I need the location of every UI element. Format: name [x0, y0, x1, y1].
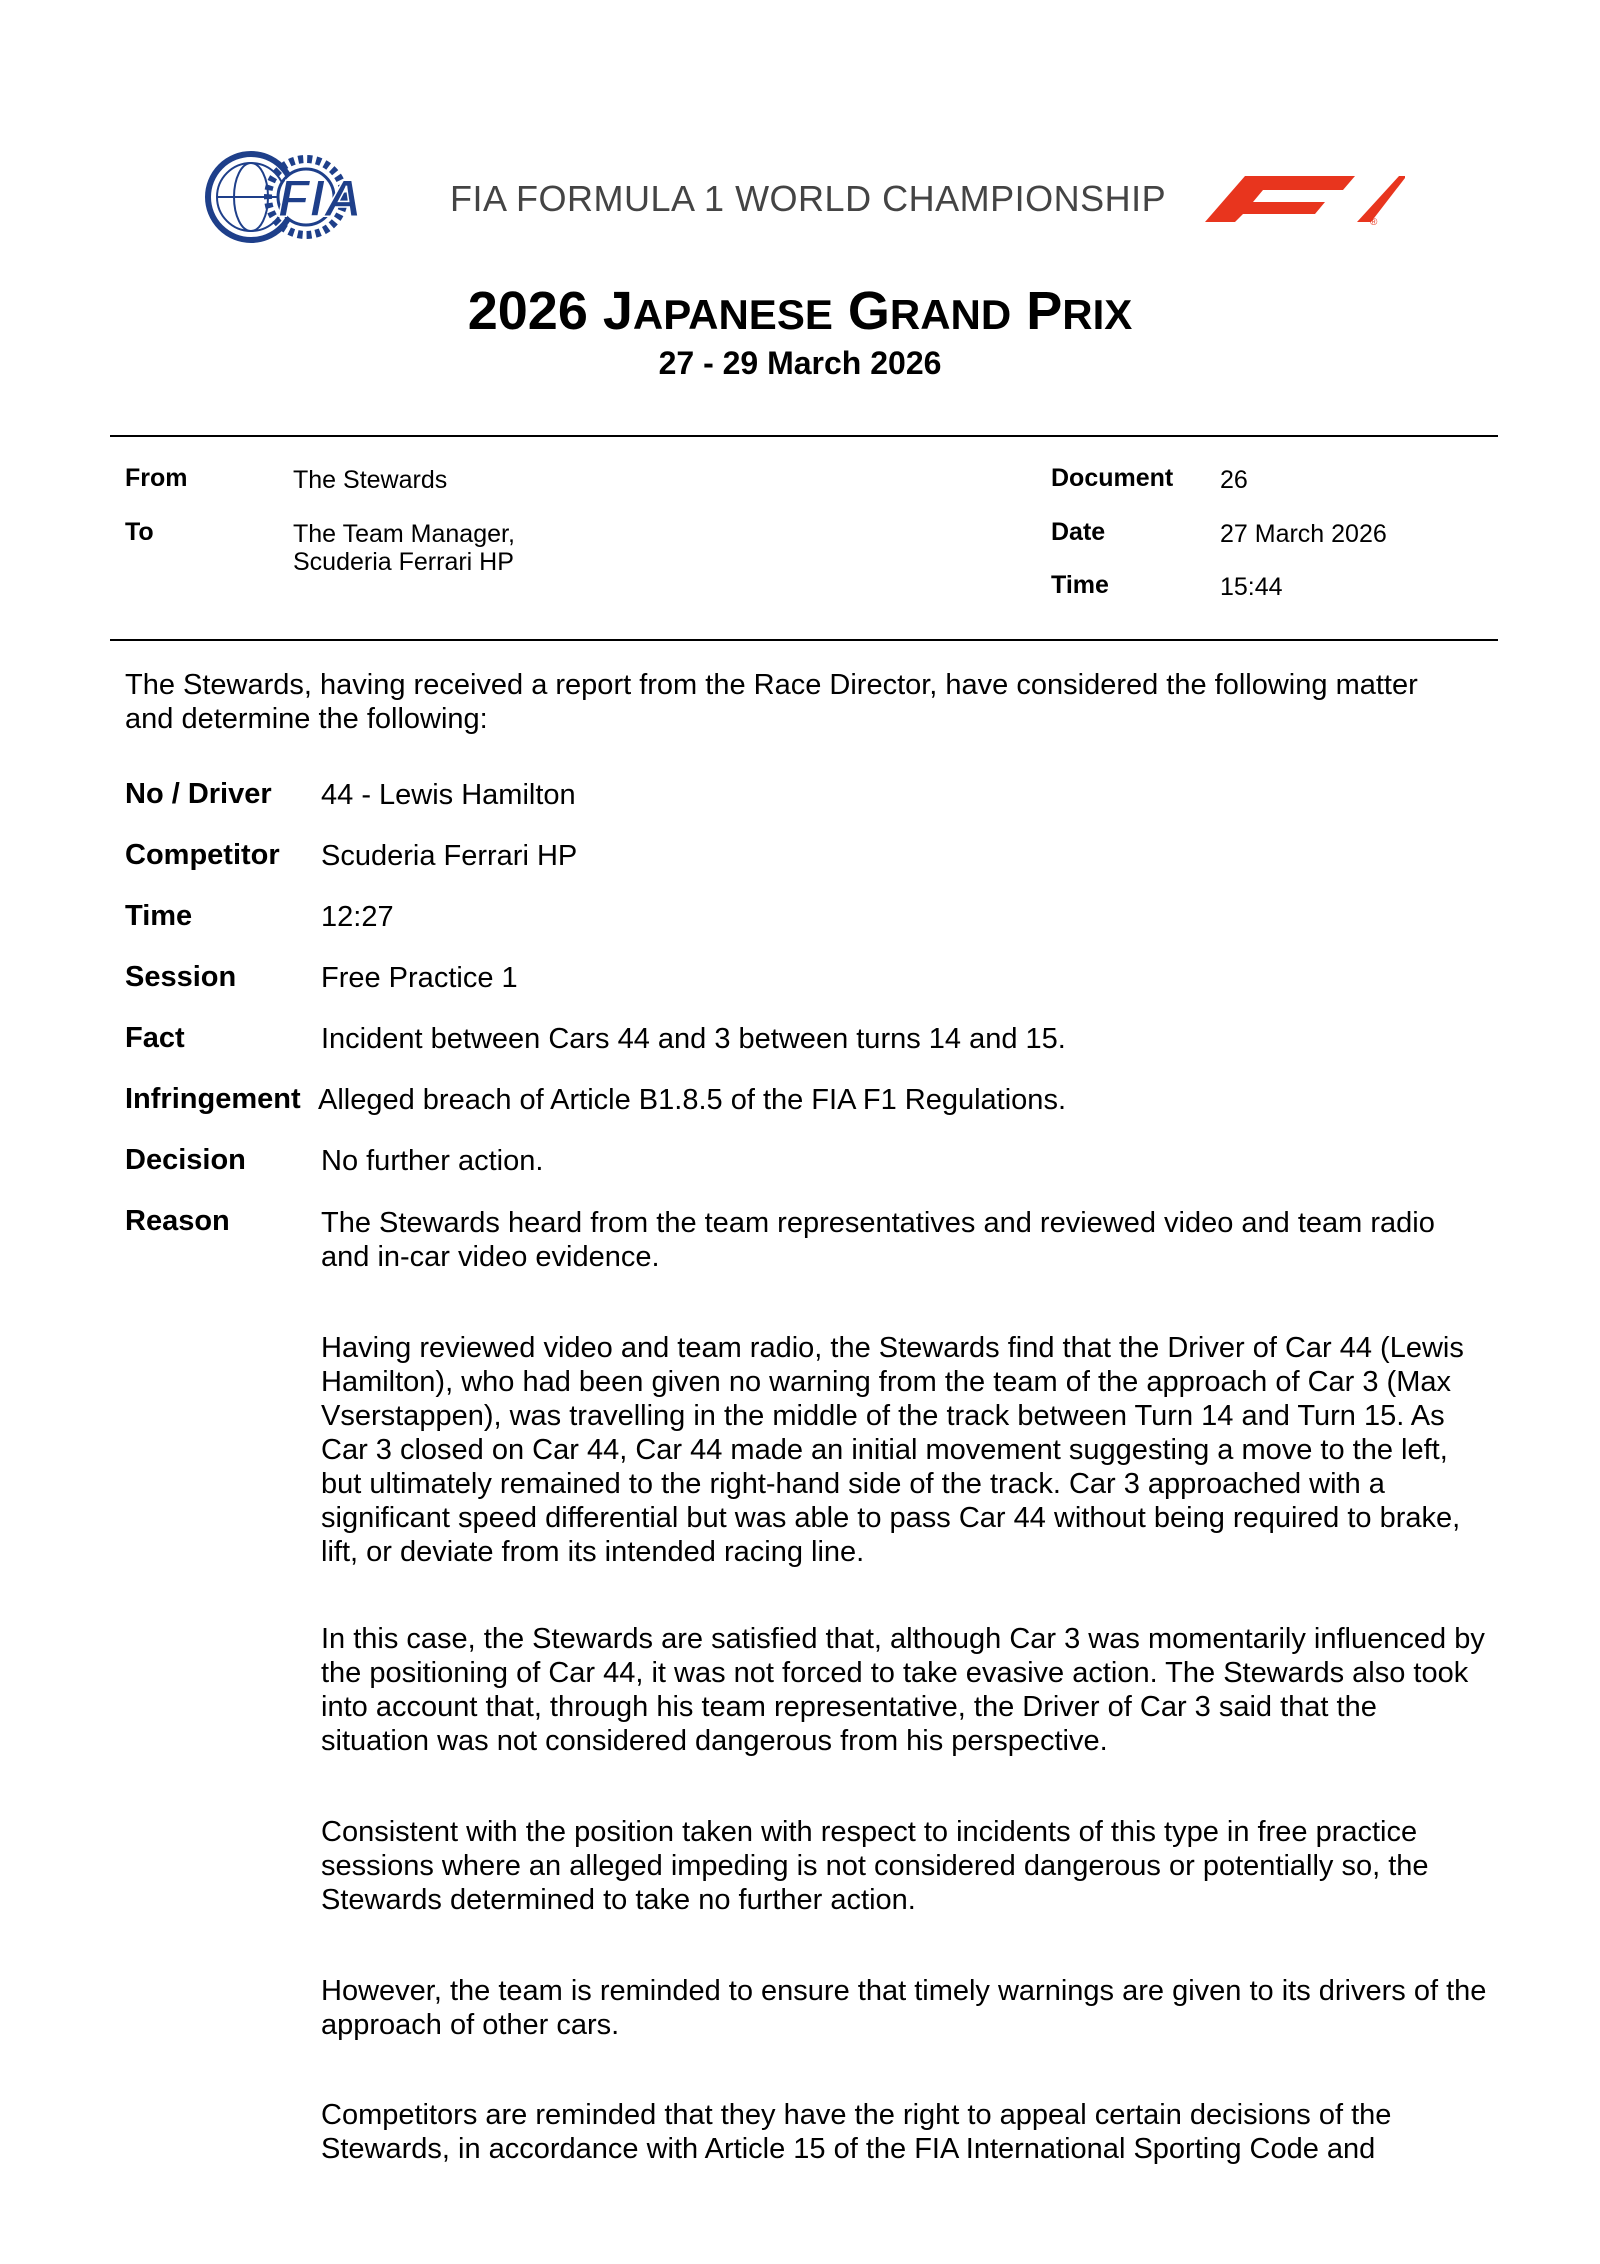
date-value: 27 March 2026 [1220, 520, 1387, 548]
fact-label: Fact [125, 1022, 185, 1054]
fia-logo-text: FIA [278, 170, 362, 228]
event-title-apanese: APANESE [632, 291, 833, 338]
to-label: To [125, 518, 154, 546]
decision-value: No further action. [321, 1145, 544, 1177]
competitor-value: Scuderia Ferrari HP [321, 840, 578, 872]
to-value-line1: The Team Manager, [293, 520, 515, 548]
championship-title: FIA FORMULA 1 WORLD CHAMPIONSHIP [450, 178, 1167, 219]
event-title-rand: RAND [889, 291, 1012, 338]
event-title-j: J [602, 281, 633, 341]
infringement-value: Alleged breach of Article B1.8.5 of the FIA F1 Regulations. [318, 1084, 1066, 1116]
event-dates: 27 - 29 March 2026 [658, 345, 942, 381]
reason-paragraph-1: The Stewards heard from the team representatives and reviewed video and team radio and in-car video evidence. [321, 1207, 1435, 1273]
intro-text: The Stewards, having received a report from the Race Director, have considered the following matter and determine the following: [125, 669, 1418, 735]
event-title [0, 281, 1600, 341]
incident-time-value: 12:27 [321, 901, 394, 933]
svg-text:®: ® [1370, 217, 1378, 228]
event-title-rix: RIX [1062, 291, 1133, 338]
f1-logo [1205, 170, 1405, 226]
event-title-p: P [1026, 281, 1063, 341]
reason-paragraph-3: In this case, the Stewards are satisfied that, although Car 3 was momentarily influenced by the positioning of Car 44, it was not forced to take evasive action. The Stewards also took into account that, through his team representative, the Driver of Car 3 said that the situation was not considered dangerous from his perspective. [321, 1623, 1485, 1757]
reason-paragraph-4: Consistent with the position taken with respect to incidents of this type in free practice sessions where an alleged impeding is not considered dangerous or potentially so, the Stewards determined to take no further action. [321, 1816, 1429, 1916]
document-value: 26 [1220, 466, 1248, 494]
header-divider [110, 435, 1498, 437]
time-value: 15:44 [1220, 573, 1283, 601]
competitor-label: Competitor [125, 839, 280, 871]
driver-value: 44 - Lewis Hamilton [321, 779, 576, 811]
event-title-g: G [847, 281, 890, 341]
fia-logo [204, 150, 362, 244]
reason-paragraph-5: However, the team is reminded to ensure that timely warnings are given to its drivers of the approach of other cars. [321, 1975, 1487, 2041]
from-value: The Stewards [293, 466, 448, 494]
session-label: Session [125, 961, 237, 993]
reason-paragraph-2: Having reviewed video and team radio, the Stewards find that the Driver of Car 44 (Lewis Hamilton), who had been given no warning from the team of the approach of Car 3 (Max Vserstappen), was travelling in the middle of the track between Turn 14 and Turn 15. As Car 3 closed on Car 44, Car 44 made an initial movement suggesting a move to the left, but ultimately remained to the right-hand side of the track. Car 3 approached with a significant speed differential but was able to pass Car 44 without being required to brake, lift, or deviate from its intended racing line. [321, 1332, 1464, 1568]
to-value-line2: Scuderia Ferrari HP [293, 548, 514, 576]
date-label: Date [1051, 518, 1106, 546]
time-label: Time [1051, 571, 1109, 599]
driver-label: No / Driver [125, 778, 272, 810]
reason-label: Reason [125, 1205, 230, 1237]
incident-time-label: Time [125, 900, 193, 932]
infringement-label: Infringement [125, 1083, 301, 1115]
session-value: Free Practice 1 [321, 962, 518, 994]
meta-divider [110, 639, 1498, 641]
from-label: From [125, 464, 188, 492]
fact-value: Incident between Cars 44 and 3 between turns 14 and 15. [321, 1023, 1066, 1055]
event-year: 2026 [467, 281, 588, 341]
document-label: Document [1051, 464, 1174, 492]
reason-paragraph-6: Competitors are reminded that they have the right to appeal certain decisions of the Stewards, in accordance with Article 15 of the FIA International Sporting Code and [321, 2099, 1392, 2165]
decision-label: Decision [125, 1144, 246, 1176]
